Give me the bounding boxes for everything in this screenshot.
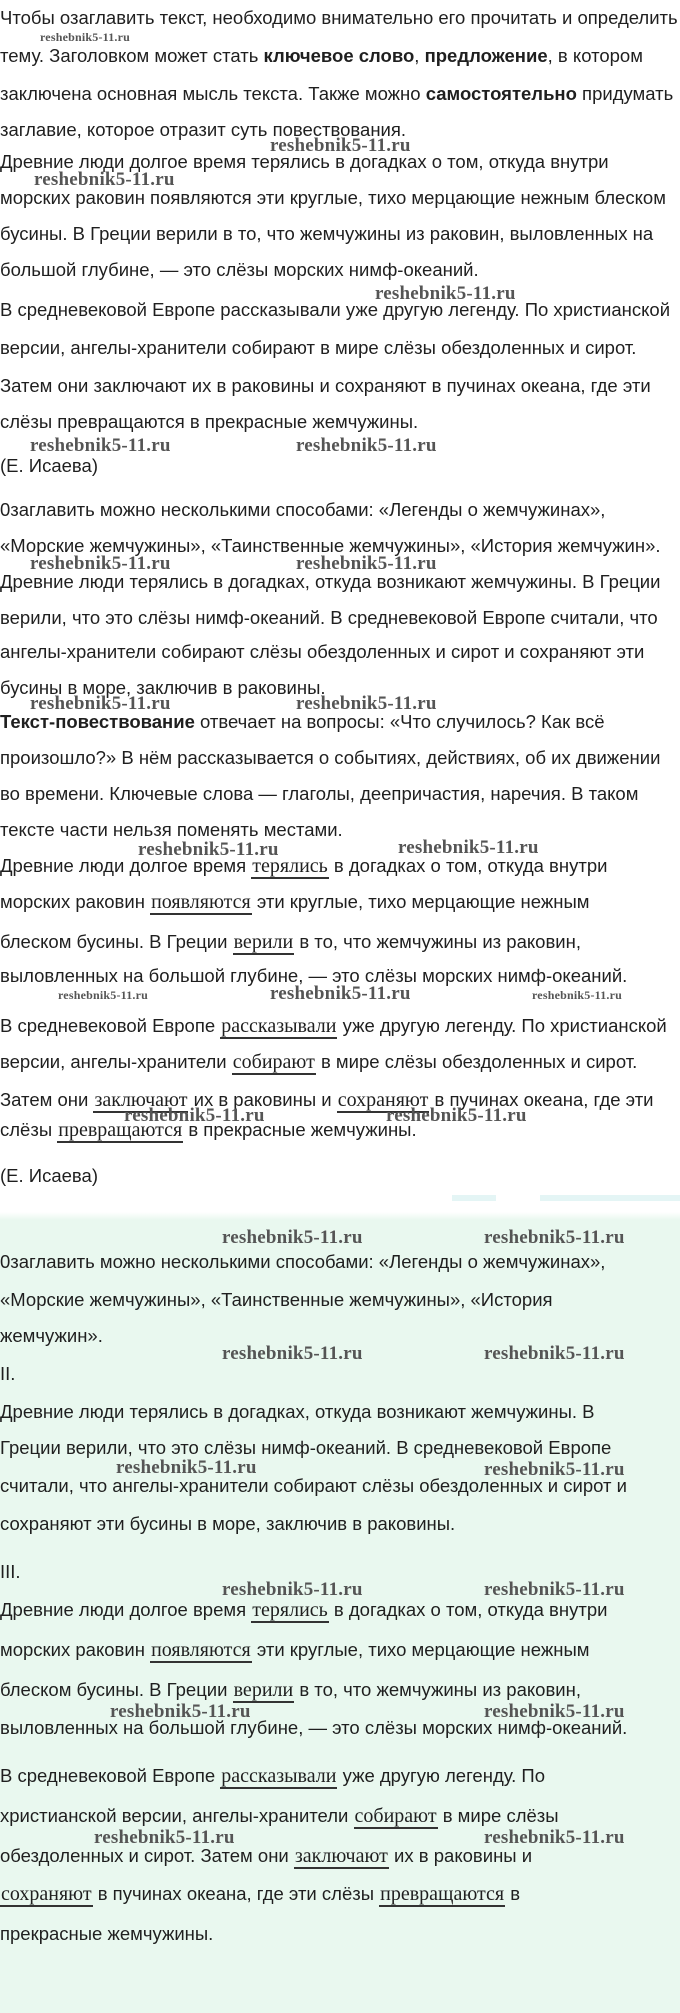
- intro-line: заключена основная мысль текста. Также можно самостоятельно придумать: [0, 83, 674, 104]
- author: (Е. Исаева): [0, 455, 98, 476]
- intro-line: заглавие, которое отразит суть повествования.: [0, 119, 407, 140]
- watermark: reshebnik5-11.ru: [484, 1459, 625, 1480]
- watermark: reshebnik5-11.ru: [110, 1701, 251, 1722]
- separator-tab: [452, 1195, 496, 1201]
- watermark: reshebnik5-11.ru: [484, 1343, 625, 1364]
- key-term: предложение: [424, 45, 548, 66]
- text-line: версии, ангелы-хранители собирают в мире слёзы обездоленных и сирот.: [0, 1051, 638, 1073]
- watermark: reshebnik5-11.ru: [270, 983, 411, 1004]
- watermark: reshebnik5-11.ru: [375, 283, 516, 304]
- text-line: Древние люди долгое время терялись в догадках о том, откуда внутри: [0, 855, 608, 877]
- text-line: версии, ангелы-хранители собирают в мире слёзы обездоленных и сирот.: [0, 337, 637, 358]
- text-line: В средневековой Европе рассказывали уже другую легенду. По христианской: [0, 299, 671, 320]
- text-line: блеском бусины. В Греции верили в то, что жемчужины из раковин,: [0, 931, 581, 953]
- intro-line: тему. Заголовком может стать ключевое слово, предложение, в котором: [0, 45, 643, 66]
- watermark: reshebnik5-11.ru: [484, 1827, 625, 1848]
- underlined-verb: заключают: [294, 1845, 388, 1867]
- underlined-verb: сохраняют: [1, 1883, 92, 1905]
- underlined-verb: верили: [233, 931, 294, 953]
- text-line: блеском бусины. В Греции верили в то, что жемчужины из раковин,: [0, 1679, 581, 1701]
- watermark: reshebnik5-11.ru: [124, 1105, 265, 1126]
- underlined-verb: верили: [233, 1679, 294, 1701]
- watermark: reshebnik5-11.ru: [58, 988, 148, 1002]
- titles-line: «Морские жемчужины», «Таинственные жемчужины», «История жемчужин».: [0, 535, 661, 556]
- watermark: reshebnik5-11.ru: [484, 1701, 625, 1722]
- key-term: ключевое слово: [263, 45, 415, 66]
- underlined-verb: терялись: [252, 855, 328, 877]
- underlined-verb: появляются: [151, 891, 251, 913]
- author: (Е. Исаева): [0, 1165, 98, 1186]
- plan-line: Древние люди терялись в догадках, откуда возникают жемчужины. В Греции: [0, 571, 661, 592]
- text-line: Затем они заключают их в раковины и сохраняют в пучинах океана, где эти: [0, 1089, 654, 1111]
- underlined-verb: терялись: [252, 1599, 328, 1621]
- underlined-verb: рассказывали: [221, 1765, 337, 1787]
- titles-line: 0заглавить можно несколькими способами: «Легенды о жемчужинах»,: [0, 1251, 606, 1272]
- text-line: морских раковин появляются эти круглые, тихо мерцающие нежным: [0, 891, 590, 913]
- text-line: бусины. В Греции верили в то, что жемчужины из раковин, выловленных на: [0, 223, 654, 244]
- plan-line: Греции верили, что это слёзы нимф-океаний. В средневековой Европе: [0, 1437, 612, 1458]
- plan-line: ангелы-хранители собирают слёзы обездоленных и сирот и сохраняют эти: [0, 641, 645, 662]
- watermark: reshebnik5-11.ru: [484, 1579, 625, 1600]
- titles-line: «Морские жемчужины», «Таинственные жемчужины», «История: [0, 1289, 553, 1310]
- text-line: слёзы превращаются в прекрасные жемчужины.: [0, 411, 419, 432]
- watermark: reshebnik5-11.ru: [484, 1227, 625, 1248]
- watermark: reshebnik5-11.ru: [296, 435, 437, 456]
- plan-line: Древние люди терялись в догадках, откуда возникают жемчужины. В: [0, 1401, 595, 1422]
- watermark: reshebnik5-11.ru: [30, 553, 171, 574]
- underlined-verb: появляются: [151, 1639, 251, 1661]
- text-line: выловленных на большой глубине, — это слёзы морских нимф-океаний.: [0, 965, 628, 986]
- plan-line: верили, что это слёзы нимф-океаний. В средневековой Европе считали, что: [0, 607, 658, 628]
- plan-line: бусины в море, заключив в раковины.: [0, 677, 326, 698]
- watermark: reshebnik5-11.ru: [386, 1105, 527, 1126]
- text-line: морских раковин появляются эти круглые, тихо мерцающие нежным: [0, 1639, 590, 1661]
- watermark: reshebnik5-11.ru: [222, 1227, 363, 1248]
- text-line: В средневековой Европе рассказывали уже другую легенду. По христианской: [0, 1015, 667, 1037]
- text-line: Древние люди долгое время терялись в догадках о том, откуда внутри: [0, 1599, 608, 1621]
- watermark: reshebnik5-11.ru: [296, 553, 437, 574]
- watermark: reshebnik5-11.ru: [30, 435, 171, 456]
- text-line: В средневековой Европе рассказывали уже другую легенду. По: [0, 1765, 545, 1787]
- roman-numeral: II.: [0, 1363, 16, 1384]
- plan-line: считали, что ангелы-хранители собирают слёзы обездоленных и сирот и: [0, 1475, 627, 1496]
- watermark: reshebnik5-11.ru: [116, 1457, 257, 1478]
- titles-line: жемчужин».: [0, 1325, 103, 1346]
- text-line: морских раковин появляются эти круглые, тихо мерцающие нежным блеском: [0, 187, 666, 208]
- watermark: reshebnik5-11.ru: [222, 1579, 363, 1600]
- watermark: reshebnik5-11.ru: [296, 693, 437, 714]
- intro-line: Чтобы озаглавить текст, необходимо внимательно его прочитать и определить: [0, 7, 678, 28]
- underlined-verb: превращаются: [380, 1883, 505, 1905]
- underlined-verb: превращаются: [58, 1119, 183, 1141]
- text-line: Затем они заключают их в раковины и сохраняют в пучинах океана, где эти: [0, 375, 651, 396]
- watermark: reshebnik5-11.ru: [222, 1343, 363, 1364]
- watermark: reshebnik5-11.ru: [532, 988, 622, 1002]
- text-line: выловленных на большой глубине, — это слёзы морских нимф-океаний.: [0, 1717, 628, 1738]
- underlined-verb: собирают: [354, 1805, 437, 1827]
- key-term: Текст-повествование: [0, 711, 195, 732]
- watermark: reshebnik5-11.ru: [138, 839, 279, 860]
- key-term: самостоятельно: [425, 83, 577, 104]
- narration-line: во времени. Ключевые слова — глаголы, деепричастия, наречия. В таком: [0, 783, 639, 804]
- titles-line: 0заглавить можно несколькими способами: «Легенды о жемчужинах»,: [0, 499, 606, 520]
- watermark: reshebnik5-11.ru: [270, 135, 411, 156]
- watermark: reshebnik5-11.ru: [94, 1827, 235, 1848]
- text-line: прекрасные жемчужины.: [0, 1923, 214, 1944]
- section-divider: [0, 1212, 680, 1220]
- text-line: христианской версии, ангелы-хранители собирают в мире слёзы: [0, 1805, 559, 1827]
- watermark: reshebnik5-11.ru: [30, 693, 171, 714]
- underlined-verb: сохраняют: [337, 1089, 429, 1111]
- watermark: reshebnik5-11.ru: [398, 837, 539, 858]
- underlined-verb: собирают: [232, 1051, 315, 1073]
- narration-line: тексте части нельзя поменять местами.: [0, 819, 343, 840]
- text-line: обездоленных и сирот. Затем они заключают их в раковины и: [0, 1845, 533, 1867]
- watermark: reshebnik5-11.ru: [40, 30, 130, 44]
- underlined-verb: рассказывали: [221, 1015, 337, 1037]
- plan-line: сохраняют эти бусины в море, заключив в раковины.: [0, 1513, 456, 1534]
- text-line: сохраняют в пучинах океана, где эти слёзы превращаются в: [1, 1883, 521, 1905]
- underlined-verb: заключают: [94, 1089, 188, 1111]
- text-line: слёзы превращаются в прекрасные жемчужины.: [0, 1119, 417, 1141]
- narration-line: произошло?» В нём рассказывается о событиях, действиях, об их движении: [0, 747, 661, 768]
- watermark: reshebnik5-11.ru: [34, 169, 175, 190]
- text-line: Древние люди долгое время терялись в догадках о том, откуда внутри: [0, 151, 609, 172]
- narration-line: Текст-повествование отвечает на вопросы: «Что случилось? Как всё: [0, 711, 605, 732]
- separator-tab: [540, 1195, 680, 1201]
- roman-numeral: III.: [0, 1561, 21, 1582]
- text-line: большой глубине, — это слёзы морских нимф-океаний.: [0, 259, 479, 280]
